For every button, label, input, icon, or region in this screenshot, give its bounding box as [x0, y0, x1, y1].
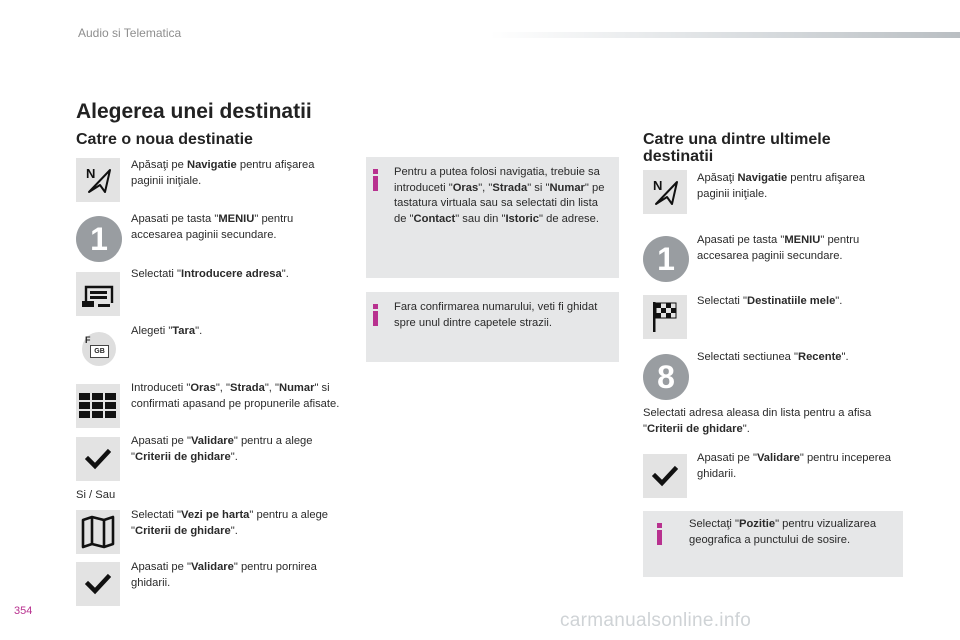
step-text: Apasati pe tasta "MENIU" pentru accesarea paginii secundare. [131, 213, 294, 241]
info-icon [657, 523, 662, 545]
step-text: Selectati sectiunea "Recente". [697, 351, 849, 363]
step-text: Introduceti "Oras", "Strada", "Numar" si confirmati apasand pe propunerile afisate. [131, 382, 340, 410]
flag-letter-bottom: GB [90, 345, 109, 358]
enter-address-icon [76, 272, 120, 316]
step-text: Selectati "Destinatiile mele". [697, 295, 843, 307]
info-icon [373, 304, 378, 326]
plain-step-text: Selectati adresa aleasa din lista pentru a afisa "Criterii de ghidare". [643, 407, 872, 435]
page-title: Alegerea unei destinatii [76, 100, 312, 123]
or-label: Si / Sau [76, 489, 116, 501]
checkmark-icon [76, 437, 120, 481]
info-box [366, 157, 619, 278]
info-box [366, 292, 619, 362]
number-1-badge: 1 [76, 216, 122, 262]
watermark: carmanualsonline.info [560, 610, 752, 631]
step-text: Apasati pe tasta "MENIU" pentru accesarea paginii secundare. [697, 234, 860, 262]
header-divider [490, 32, 960, 38]
svg-text:N: N [86, 166, 96, 181]
info-text: Fara confirmarea numarului, veti fi ghidat spre unul dintre capetele strazii. [394, 301, 598, 329]
right-heading: Catre una dintre ultimele destinatii [643, 131, 831, 165]
country-flag-icon [82, 332, 116, 366]
step-text: Apăsaţi Navigatie pentru afişarea paginii iniţiale. [697, 172, 865, 200]
info-icon [373, 169, 378, 191]
navigation-compass-icon [76, 158, 120, 202]
map-icon [76, 510, 120, 554]
page-number: 354 [14, 605, 33, 617]
step-text: Selectati "Vezi pe harta" pentru a alege "Criterii de ghidare". [131, 509, 329, 537]
flag-letter-top: F [85, 335, 91, 345]
info-box [643, 511, 903, 577]
number-1-badge: 1 [643, 236, 689, 282]
checkmark-icon [76, 562, 120, 606]
checkered-flag-icon [643, 295, 687, 339]
header-title: Audio si Telematica [78, 26, 182, 40]
checkmark-icon [643, 454, 687, 498]
navigation-compass-icon [643, 170, 687, 214]
info-text: Pentru a putea folosi navigatia, trebuie sa introduceti "Oras", "Strada" si "Numar" pe tastatura virtuala sau sa selectati din lista de "Contact" sau din "Istoric" de adrese. [394, 166, 605, 225]
info-text: Selectaţi "Pozitie" pentru vizualizarea geografica a punctului de sosire. [689, 518, 877, 546]
number-8-badge: 8 [643, 354, 689, 400]
left-heading: Catre o noua destinatie [76, 131, 253, 148]
svg-text:N: N [653, 178, 663, 193]
step-text: Apăsaţi pe Navigatie pentru afişarea paginii iniţiale. [131, 159, 315, 187]
step-text: Apasati pe "Validare" pentru a alege "Criterii de ghidare". [131, 435, 313, 463]
step-text: Alegeti "Tara". [131, 325, 203, 337]
keyboard-grid-icon [76, 384, 120, 428]
step-text: Selectati "Introducere adresa". [131, 268, 289, 280]
step-text: Apasati pe "Validare" pentru pornirea ghidarii. [131, 561, 317, 589]
step-text: Apasati pe "Validare" pentru inceperea ghidarii. [697, 452, 891, 480]
